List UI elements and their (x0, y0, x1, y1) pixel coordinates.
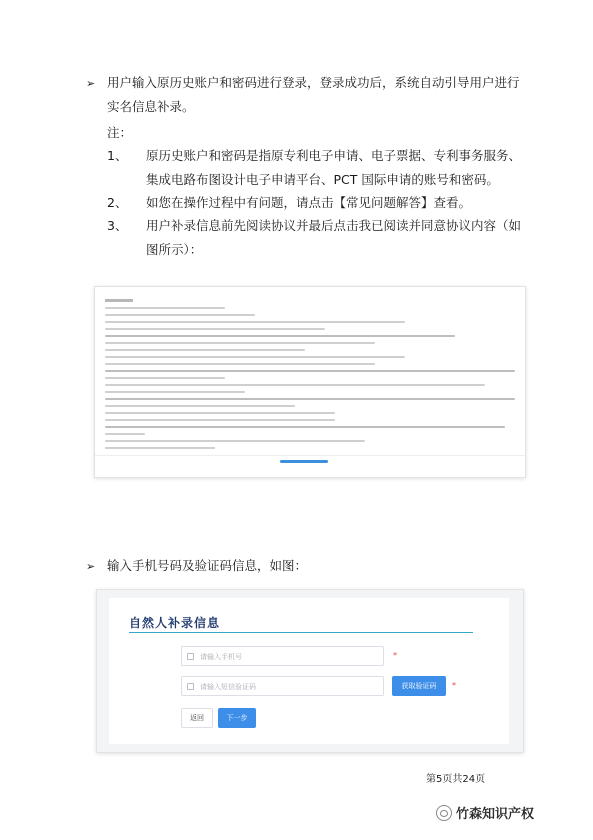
agreement-text-line (105, 307, 225, 309)
title-divider (129, 632, 473, 633)
agreement-text-line (105, 398, 515, 400)
agreement-text-line (105, 405, 295, 407)
agreement-text-line (105, 314, 255, 316)
sms-code-placeholder: 请输入短信验证码 (200, 683, 256, 691)
lock-icon (187, 683, 194, 690)
phone-instruction: 输入手机号码及验证码信息，如图： (107, 558, 308, 573)
note-label: 注： (107, 125, 133, 140)
agreement-divider (95, 455, 525, 456)
intro-line-2: 实名信息补录。 (107, 99, 195, 114)
agreement-text-line (105, 377, 225, 379)
note-1-number: 1、 (107, 148, 128, 163)
agreement-scroll-indicator[interactable] (280, 460, 328, 463)
form-card (109, 598, 509, 744)
agreement-text-line (105, 447, 215, 449)
agreement-text-line (105, 370, 515, 372)
bullet-arrow-icon: ➢ (86, 560, 96, 573)
bullet-arrow-icon: ➢ (86, 77, 96, 90)
agreement-text-line (105, 335, 455, 337)
phone-input[interactable] (181, 646, 384, 666)
get-code-button[interactable]: 获取验证码 (392, 676, 446, 696)
page-number: 第5页共24页 (426, 774, 486, 785)
agreement-text-line (105, 349, 305, 351)
next-button[interactable]: 下一步 (218, 708, 256, 728)
agreement-text-line (105, 412, 335, 414)
note-1-line-2: 集成电路布图设计电子申请平台、PCT 国际申请的账号和密码。 (146, 172, 499, 187)
note-2-line-1: 如您在操作过程中有问题，请点击【常见问题解答】查看。 (146, 195, 472, 210)
watermark (436, 803, 534, 822)
note-2-number: 2、 (107, 195, 128, 210)
agreement-text-line (105, 419, 335, 421)
phone-required-mark: * (393, 651, 397, 660)
sms-code-input[interactable] (181, 676, 384, 696)
note-3-line-2: 图所示）： (146, 242, 203, 257)
agreement-text-line (105, 384, 485, 386)
phone-icon (187, 653, 194, 660)
agreement-text-line (105, 342, 375, 344)
agreement-screenshot (94, 286, 526, 478)
verification-form-screenshot (96, 589, 524, 753)
back-button[interactable]: 返回 (181, 708, 213, 728)
intro-line-1: 用户输入原历史账户和密码进行登录，登录成功后，系统自动引导用户进行 (107, 75, 520, 90)
agreement-text-line (105, 356, 405, 358)
agreement-text-line (105, 433, 145, 435)
agreement-text-line (105, 426, 505, 428)
note-3-line-1: 用户补录信息前先阅读协议并最后点击我已阅读并同意协议内容（如 (146, 218, 522, 233)
form-title: 自然人补录信息 (129, 616, 221, 630)
phone-placeholder: 请输入手机号 (200, 653, 242, 661)
agreement-text-line (105, 321, 405, 323)
code-required-mark: * (452, 681, 456, 690)
agreement-heading (105, 299, 133, 302)
note-1-line-1: 原历史账户和密码是指原专利电子申请、电子票据、专利事务服务、 (146, 148, 522, 163)
agreement-text-line (105, 328, 325, 330)
note-3-number: 3、 (107, 218, 128, 233)
wechat-icon (436, 805, 452, 821)
agreement-text-line (105, 440, 365, 442)
agreement-text-line (105, 363, 375, 365)
agreement-text-line (105, 391, 245, 393)
watermark-text: 竹森知识产权 (456, 807, 535, 822)
